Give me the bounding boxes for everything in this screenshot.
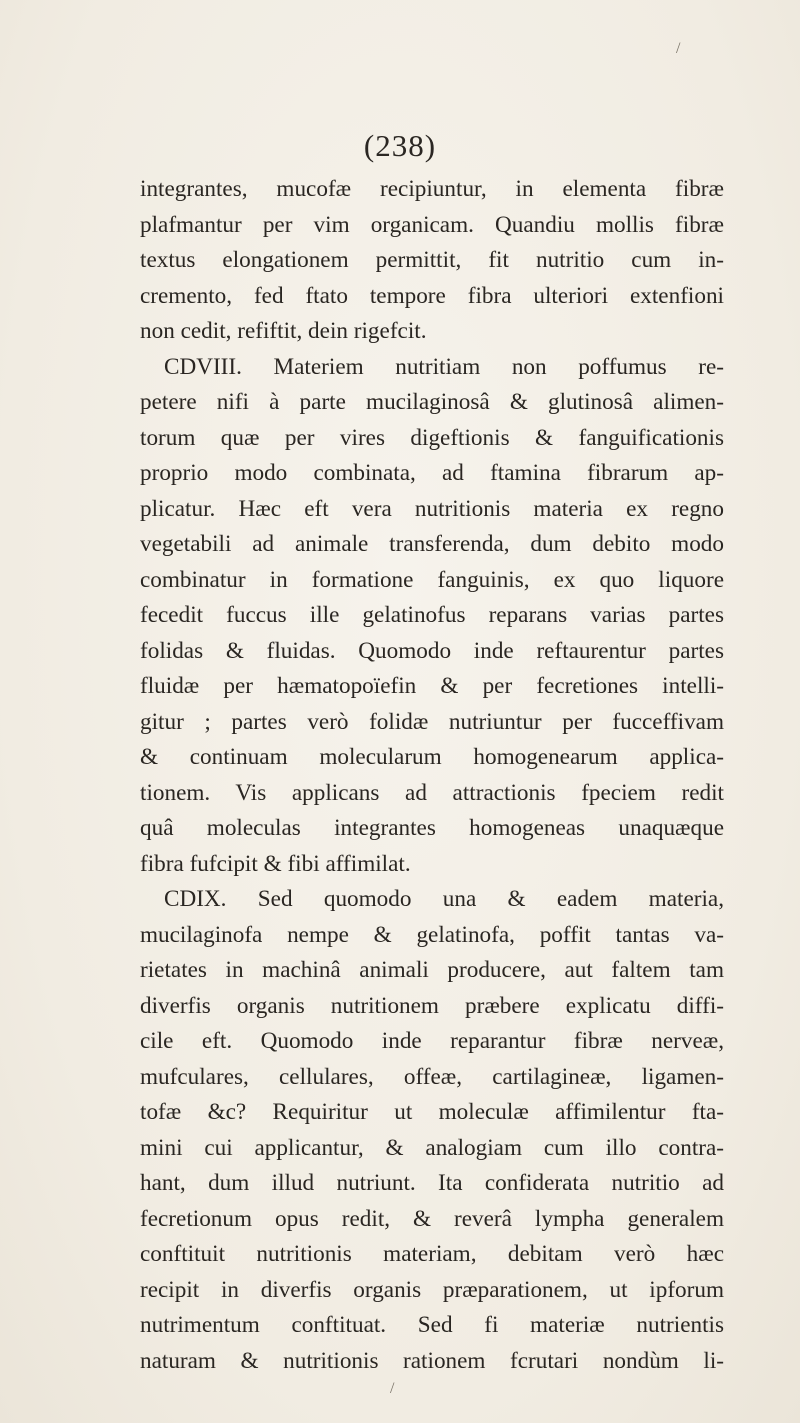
text-line: tofæ &c? Requiritur ut moleculæ affimilentur fta-: [140, 1099, 724, 1125]
text-line: fecedit fuccus ille gelatinofus reparans varias partes: [140, 602, 724, 628]
text-line: petere nifi à parte mucilaginosâ & glutinosâ alimen-: [140, 389, 724, 415]
body-text: [140, 172, 724, 1379]
text-line: nutrimentum conftituat. Sed fi materiæ nutrientis: [140, 1312, 724, 1338]
text-line: conftituit nutritionis materiam, debitam verò hæc: [140, 1241, 724, 1267]
text-line: combinatur in formatione fanguinis, ex quo liquore: [140, 566, 724, 593]
text-line: mucilaginofa nempe & gelatinofa, poffit tantas va-: [140, 921, 724, 948]
text-line: integrantes, mucofæ recipiuntur, in elementa fibræ: [140, 176, 724, 202]
page-number: (238): [363, 128, 437, 163]
text-line: quâ moleculas integrantes homogeneas unaquæque: [140, 815, 724, 841]
text-line: diverfis organis nutritionem præbere explicatu diffi-: [140, 992, 724, 1019]
text-line: fluidæ per hæmatopoïefin & per fecretiones intelli-: [140, 673, 724, 699]
text-line: gitur ; partes verò folidæ nutriuntur per fucceffivam: [140, 708, 724, 735]
section-heading-line: CDIX. Sed quomodo una & eadem materia,: [164, 886, 724, 912]
text-line: tionem. Vis applicans ad attractionis fpeciem redit: [140, 779, 724, 806]
text-line: mufculares, cellulares, offeæ, cartilagineæ, ligamen-: [140, 1063, 724, 1090]
text-line: cremento, fed ftato tempore fibra ulteriori extenfioni: [140, 282, 724, 309]
text-line: cile eft. Quomodo inde reparantur fibræ nerveæ,: [140, 1028, 724, 1054]
text-line: textus elongationem permittit, fit nutritio cum in-: [140, 247, 724, 273]
text-line: mini cui applicantur, & analogiam cum illo contra-: [140, 1134, 724, 1161]
text-line: non cedit, refiftit, dein rigefcit.: [140, 318, 427, 344]
text-line: plafmantur per vim organicam. Quandiu mollis fibræ: [140, 211, 724, 238]
stray-mark-bottom: /: [390, 1380, 395, 1397]
text-line: rietates in machinâ animali producere, aut faltem tam: [140, 957, 724, 983]
section-heading-line: CDVIII. Materiem nutritiam non poffumus re-: [164, 353, 724, 380]
text-line: & continuam molecularum homogenearum applica-: [140, 744, 724, 770]
text-line: fecretionum opus redit, & reverâ lympha generalem: [140, 1205, 724, 1232]
text-line: proprio modo combinata, ad ftamina fibrarum ap-: [140, 460, 724, 486]
text-line: folidas & fluidas. Quomodo inde reftaurentur partes: [140, 637, 724, 664]
text-line: hant, dum illud nutriunt. Ita confiderata nutritio ad: [140, 1170, 724, 1196]
text-line: vegetabili ad animale transferenda, dum debito modo: [140, 531, 724, 557]
text-line: recipit in diverfis organis præparationem, ut ipforum: [140, 1276, 724, 1303]
stray-mark: /: [676, 40, 681, 57]
text-line: naturam & nutritionis rationem fcrutari nondùm li-: [140, 1347, 724, 1374]
text-line: torum quæ per vires digeftionis & fanguificationis: [140, 424, 724, 451]
text-line: fibra fufcipit & fibi affimilat.: [140, 850, 411, 877]
text-line: plicatur. Hæc eft vera nutritionis materia ex regno: [140, 495, 724, 522]
